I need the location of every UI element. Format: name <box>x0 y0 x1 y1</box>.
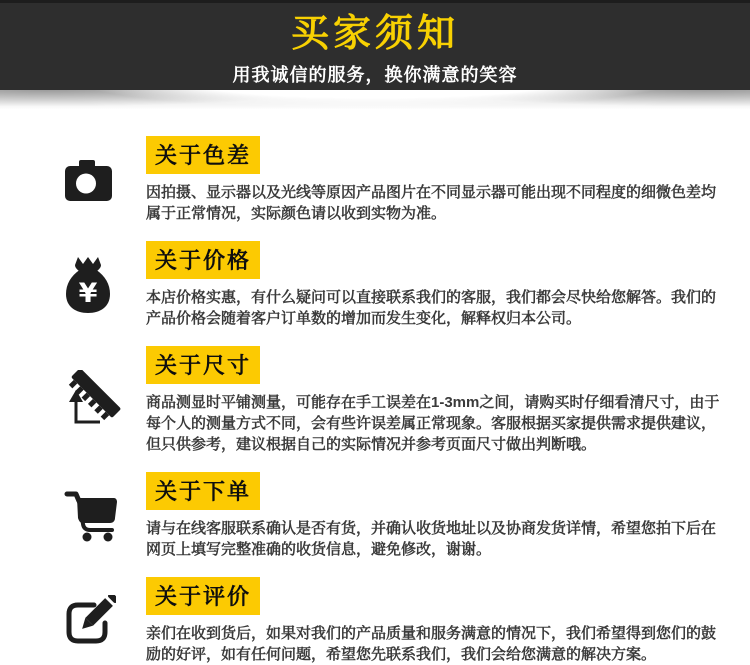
section-content <box>146 346 721 455</box>
section-price <box>60 241 717 329</box>
section-heading: 关于尺寸 <box>146 346 260 384</box>
section-content <box>146 241 721 329</box>
money-bag-icon <box>60 256 146 314</box>
section-heading: 关于评价 <box>146 577 260 615</box>
section-content <box>146 472 721 560</box>
section-content <box>146 136 721 224</box>
notice-sections <box>0 118 750 665</box>
section-body: 商品测显时平铺测量，可能存在手工误差在1-3mm之间，请购买时仔细看清尺寸，由于每个人的测量方式不同，会有些许误差属正常现象。客服根据买家提供需求提供建议，但只供参考，建议根据自己的实际情况并参考页面尺寸做出判断哦。 <box>146 394 720 453</box>
header-shadow <box>0 90 750 118</box>
section-heading: 关于价格 <box>146 241 260 279</box>
section-order <box>60 472 717 560</box>
section-body: 本店价格实惠，有什么疑问可以直接联系我们的客服，我们都会尽快给您解答。我们的产品价格会随着客户订单数的增加而发生变化，解释权归本公司。 <box>146 289 717 327</box>
section-heading: 关于色差 <box>146 136 260 174</box>
svg-text:¥: ¥ <box>78 278 98 309</box>
section-content <box>146 577 721 665</box>
ruler-icon <box>60 370 146 432</box>
section-size <box>60 346 720 455</box>
section-body: 亲们在收到货后，如果对我们的产品质量和服务满意的情况下，我们希望得到您们的鼓励的好评，如有任何问题，希望您先联系我们，我们会给您满意的解决方案。 <box>146 625 717 663</box>
cart-icon <box>60 488 146 544</box>
page-subtitle: 用我诚信的服务，换你满意的笑容 <box>232 65 518 85</box>
section-review <box>60 577 717 665</box>
buyer-notice-header <box>0 0 750 90</box>
section-color-difference <box>60 136 717 224</box>
section-body: 请与在线客服联系确认是否有货，并确认收货地址以及协商发货详情，希望您拍下后在网页上填写完整准确的收货信息，避免修改，谢谢。 <box>146 520 717 558</box>
camera-icon <box>60 157 146 203</box>
section-heading: 关于下单 <box>146 472 260 510</box>
page-title: 买家须知 <box>290 13 459 55</box>
section-body: 因拍摄、显示器以及光线等原因产品图片在不同显示器可能出现不同程度的细微色差均属于正常情况，实际颜色请以收到实物为准。 <box>146 184 717 222</box>
pencil-icon <box>60 595 146 647</box>
